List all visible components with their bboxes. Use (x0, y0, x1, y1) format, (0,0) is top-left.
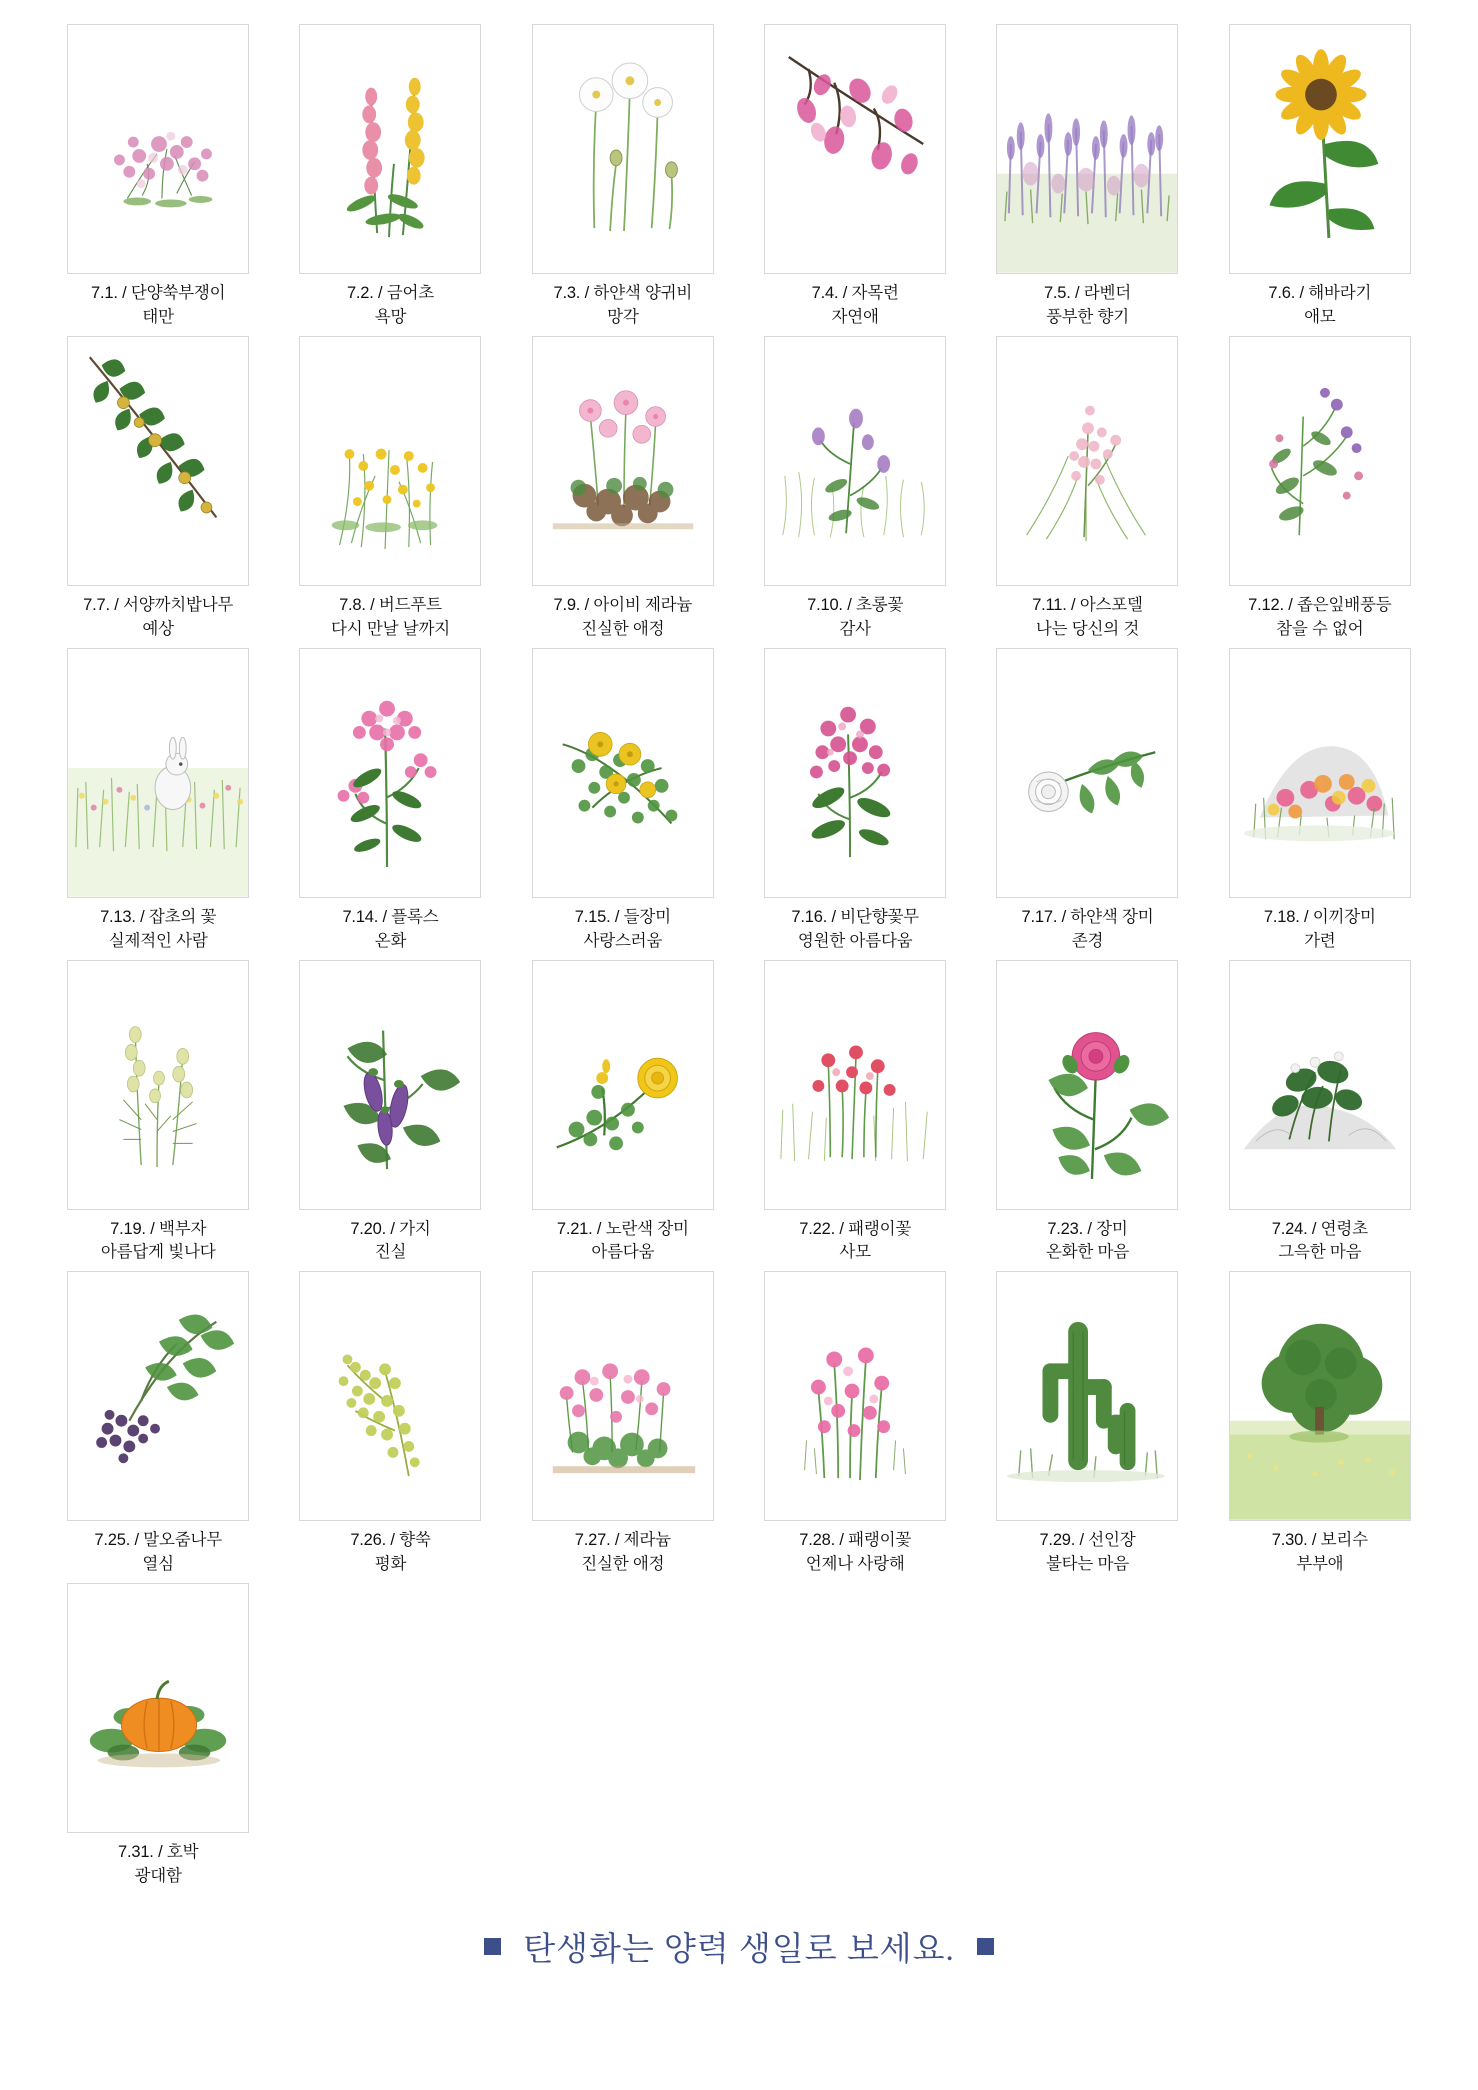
flower-label: 7.9. / 아이비 제라늄 (553, 595, 693, 614)
caption (1039, 1529, 1135, 1577)
flower-meaning: 열심 (142, 1555, 174, 1574)
list-item[interactable] (1212, 1271, 1428, 1577)
flower-label: 7.16. / 비단향꽃무 (791, 907, 919, 926)
flower-meaning: 아름다움 (591, 1243, 655, 1262)
list-item[interactable] (282, 648, 498, 954)
caption (791, 906, 919, 954)
flower-meaning: 자연애 (831, 307, 879, 326)
list-item[interactable] (979, 24, 1195, 330)
flower-meaning: 진실 (374, 1243, 407, 1262)
list-item[interactable] (747, 960, 963, 1266)
flower-image-sunflower (1229, 24, 1411, 274)
flower-label: 7.31. / 호박 (117, 1843, 199, 1862)
flower-meaning: 온화한 마음 (1045, 1243, 1130, 1262)
list-item[interactable] (747, 648, 963, 954)
flower-meaning: 영원한 아름다움 (797, 931, 913, 950)
flower-label: 7.12. / 좁은잎배풍등 (1248, 595, 1392, 614)
flower-meaning: 불타는 마음 (1045, 1555, 1130, 1574)
caption (1248, 594, 1391, 642)
caption (350, 1218, 430, 1266)
flower-image-cactus (996, 1271, 1178, 1521)
flower-image-gooseberry (67, 336, 249, 586)
flower-image-pink-rose (996, 960, 1178, 1210)
flower-label: 7.29. / 선인장 (1039, 1531, 1136, 1550)
caption (553, 282, 692, 330)
flower-image-white-rose (996, 648, 1178, 898)
flower-label: 7.30. / 보리수 (1271, 1531, 1368, 1550)
flower-meaning: 부부애 (1296, 1555, 1344, 1574)
flower-image-stock (764, 648, 946, 898)
list-item[interactable] (282, 24, 498, 330)
flower-image-nightshade (1229, 336, 1411, 586)
flower-image-eggplant (299, 960, 481, 1210)
flower-meaning: 실제적인 사람 (108, 931, 208, 950)
caption (101, 1218, 216, 1266)
caption (83, 594, 233, 642)
flower-label: 7.7. / 서양까치밥나무 (83, 595, 234, 614)
caption (331, 594, 450, 642)
flower-image-phlox (299, 648, 481, 898)
flower-label: 7.22. / 패랭이꽃 (799, 1219, 912, 1238)
list-item[interactable] (1212, 336, 1428, 642)
flower-label: 7.11. / 아스포델 (1032, 595, 1143, 614)
caption (1022, 906, 1154, 954)
caption (807, 594, 903, 642)
list-item[interactable] (282, 960, 498, 1266)
caption (1046, 1218, 1129, 1266)
flower-label: 7.26. / 향쑥 (350, 1531, 431, 1550)
flower-meaning: 사모 (839, 1243, 871, 1262)
flower-image-pumpkin (67, 1583, 249, 1833)
list-item[interactable] (979, 960, 1195, 1266)
flower-image-aconite (67, 960, 249, 1210)
flower-image-lavender (996, 24, 1178, 274)
caption (1044, 282, 1131, 330)
list-item[interactable] (50, 24, 266, 330)
flower-meaning: 풍부한 향기 (1045, 307, 1130, 326)
list-item[interactable] (515, 1271, 731, 1577)
flower-label: 7.8. / 버드푸트 (339, 595, 442, 614)
flower-meaning: 아름답게 빛나다 (100, 1243, 216, 1262)
list-item[interactable] (515, 648, 731, 954)
list-item[interactable] (979, 1271, 1195, 1577)
caption (1268, 282, 1371, 330)
flower-meaning: 다시 만날 날까지 (331, 619, 450, 638)
flower-image-linden-tree (1229, 1271, 1411, 1521)
flower-image-aster (67, 24, 249, 274)
square-bullet-right-icon (977, 1938, 994, 1955)
list-item[interactable] (515, 24, 731, 330)
flower-label: 7.25. / 말오줌나무 (94, 1531, 222, 1550)
list-item[interactable] (50, 648, 266, 954)
list-item[interactable] (515, 336, 731, 642)
square-bullet-left-icon (484, 1938, 501, 1955)
caption (100, 906, 216, 954)
list-item[interactable] (50, 960, 266, 1266)
flower-image-dianthus-pink (764, 1271, 946, 1521)
list-item[interactable] (747, 336, 963, 642)
flower-meaning: 욕망 (374, 307, 407, 326)
flower-image-asphodel (996, 336, 1178, 586)
flower-meaning: 광대함 (134, 1867, 182, 1886)
caption (350, 1529, 430, 1577)
list-item[interactable] (979, 336, 1195, 642)
flower-meaning: 사랑스러움 (583, 931, 663, 950)
flower-meaning: 나는 당신의 것 (1035, 619, 1140, 638)
flower-label: 7.19. / 백부자 (110, 1219, 207, 1238)
flower-meaning: 망각 (607, 307, 639, 326)
flower-label: 7.13. / 잡초의 꽃 (100, 907, 217, 926)
flower-label: 7.18. / 이끼장미 (1263, 907, 1376, 926)
flower-label: 7.10. / 초롱꽃 (807, 595, 904, 614)
flower-label: 7.23. / 장미 (1047, 1219, 1128, 1238)
caption (799, 1529, 911, 1577)
flower-image-magnolia (764, 24, 946, 274)
flower-label: 7.15. / 들장미 (574, 907, 671, 926)
flower-grid-last-row (50, 1583, 1428, 1889)
flower-image-ivy-geranium (532, 336, 714, 586)
list-item[interactable] (50, 336, 266, 642)
list-item[interactable] (747, 1271, 963, 1577)
caption (94, 1529, 222, 1577)
flower-image-elderberry (67, 1271, 249, 1521)
list-item[interactable] (1212, 960, 1428, 1266)
list-item[interactable] (1212, 648, 1428, 954)
flower-meaning: 애모 (1304, 307, 1336, 326)
flower-image-bellflower (764, 336, 946, 586)
caption (1272, 1529, 1368, 1577)
flower-grid (50, 24, 1428, 1577)
flower-image-meadow-rabbit (67, 648, 249, 898)
flower-meaning: 가련 (1304, 931, 1336, 950)
caption (1272, 1218, 1368, 1266)
footer-note (0, 1923, 1478, 1970)
flower-label: 7.4. / 자목련 (811, 284, 899, 302)
flower-label: 7.20. / 가지 (350, 1219, 431, 1238)
caption (1264, 906, 1376, 954)
flower-label: 7.27. / 제라늄 (574, 1531, 671, 1550)
flower-meaning: 평화 (374, 1555, 407, 1574)
flower-label: 7.3. / 하얀색 양귀비 (553, 284, 693, 302)
flower-label: 7.24. / 연령초 (1271, 1219, 1368, 1238)
flower-image-yellow-rose (532, 960, 714, 1210)
flower-image-snapdragon (299, 24, 481, 274)
list-item[interactable] (515, 960, 731, 1266)
flower-meaning: 참을 수 없어 (1276, 619, 1364, 638)
flower-image-birdsfoot (299, 336, 481, 586)
caption (1032, 594, 1143, 642)
flower-meaning: 온화 (374, 931, 407, 950)
flower-label: 7.14. / 플록스 (342, 907, 439, 926)
list-item[interactable] (1212, 24, 1428, 330)
list-item[interactable] (282, 1271, 498, 1577)
flower-image-trillium (1229, 960, 1411, 1210)
list-item[interactable] (50, 1271, 266, 1577)
flower-image-wild-rose-yellow (532, 648, 714, 898)
flower-image-geranium (532, 1271, 714, 1521)
flower-meaning: 진실한 애정 (581, 619, 665, 638)
caption (557, 1218, 689, 1266)
list-item[interactable] (50, 1583, 266, 1889)
flower-meaning: 언제나 사랑해 (805, 1555, 905, 1574)
flower-meaning: 예상 (142, 619, 174, 638)
caption (347, 282, 434, 330)
flower-label: 7.6. / 해바라기 (1268, 284, 1372, 302)
caption (342, 906, 438, 954)
footer-text: 탄생화는 양력 생일로 보세요. (523, 1932, 955, 1968)
flower-image-moss-rose (1229, 648, 1411, 898)
caption (553, 594, 692, 642)
caption (118, 1841, 198, 1889)
flower-meaning: 그윽한 마음 (1278, 1243, 1362, 1262)
flower-meaning: 감사 (839, 619, 871, 638)
flower-label: 7.1. / 단양쑥부쟁이 (91, 284, 226, 302)
flower-label: 7.21. / 노란색 장미 (556, 1219, 689, 1238)
list-item[interactable] (282, 336, 498, 642)
caption (575, 1529, 671, 1577)
flower-label: 7.2. / 금어초 (346, 284, 435, 302)
list-item[interactable] (979, 648, 1195, 954)
list-item[interactable] (747, 24, 963, 330)
caption (575, 906, 671, 954)
flower-label: 7.17. / 하얀색 장미 (1021, 907, 1154, 926)
flower-meaning: 진실한 애정 (581, 1555, 665, 1574)
flower-image-white-poppy (532, 24, 714, 274)
flower-image-wormwood (299, 1271, 481, 1521)
caption (799, 1218, 911, 1266)
caption (91, 282, 225, 330)
flower-image-dianthus-red (764, 960, 946, 1210)
flower-meaning: 태만 (142, 307, 174, 326)
flower-meaning: 존경 (1071, 931, 1104, 950)
caption (812, 282, 899, 330)
flower-label: 7.28. / 패랭이꽃 (799, 1531, 912, 1550)
flower-label: 7.5. / 라벤더 (1043, 284, 1132, 302)
